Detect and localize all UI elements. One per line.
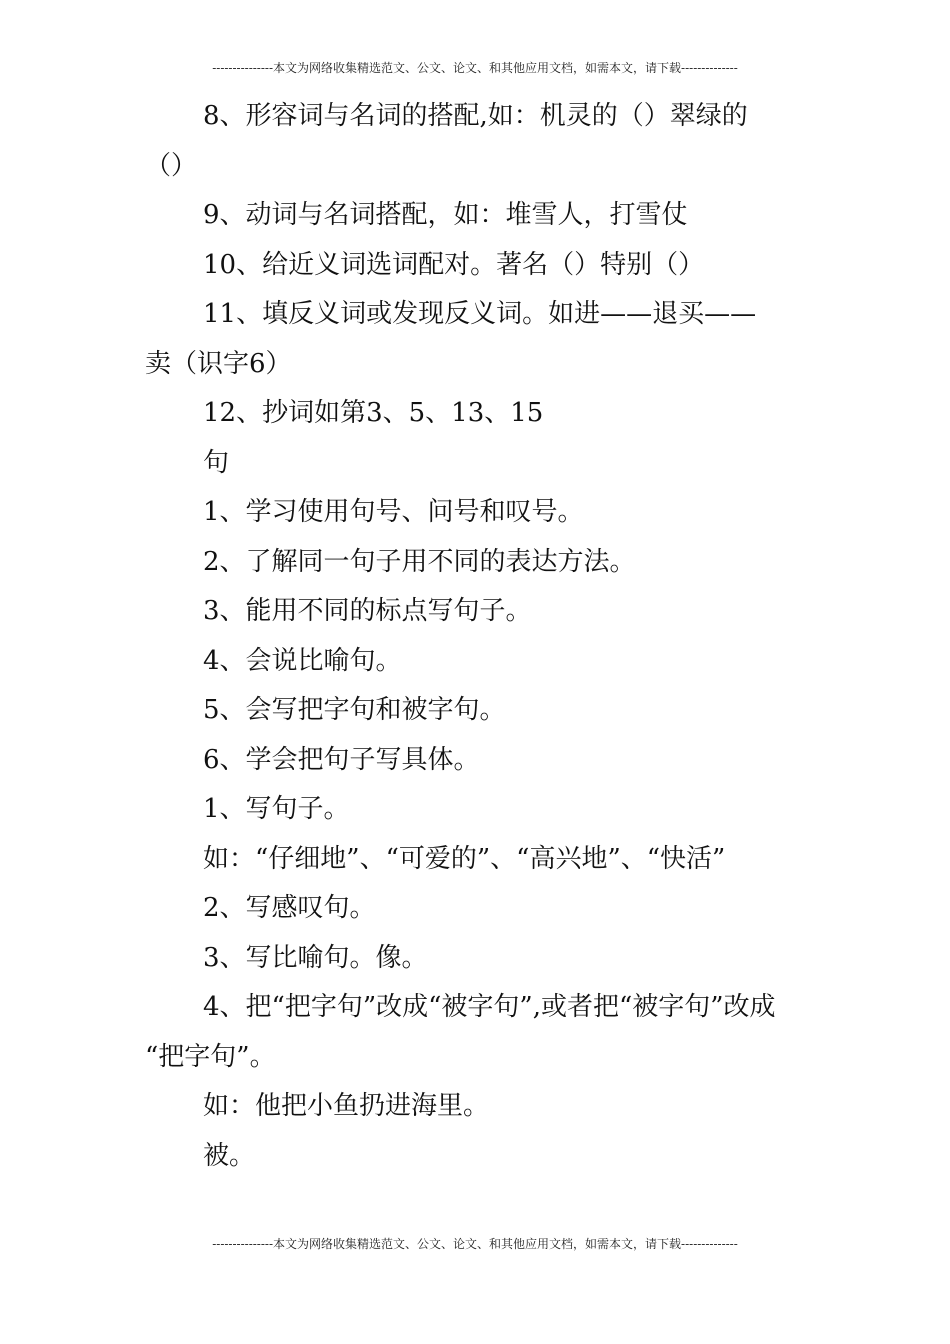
footer-banner: ---------------本文为网络收集精选范文、公文、论文、和其他应用文档，如需本文，请下载-------------- bbox=[212, 1237, 738, 1251]
body-line: 3、写比喻句。像。 bbox=[203, 942, 428, 973]
body-line: 4、把“把字句”改成“被字句”,或者把“被字句”改成 bbox=[203, 992, 776, 1022]
body-line: 12、抄词如第3、5、13、15 bbox=[203, 398, 544, 428]
body-line: 11、填反义词或发现反义词。如进——退买—— bbox=[203, 299, 757, 329]
body-line: 8、形容词与名词的搭配,如：机灵的（）翠绿的 bbox=[203, 101, 748, 131]
body-line: 2、写感叹句。 bbox=[203, 893, 376, 923]
body-line: 2、了解同一句子用不同的表达方法。 bbox=[203, 546, 636, 577]
body-line: 被。 bbox=[203, 1140, 256, 1171]
document-body bbox=[145, 92, 815, 1181]
section-heading: 句 bbox=[203, 447, 230, 478]
body-line: 1、写句子。 bbox=[203, 794, 350, 824]
body-line: 如：他把小鱼扔进海里。 bbox=[203, 1091, 490, 1121]
body-line: 6、学会把句子写具体。 bbox=[203, 744, 480, 775]
body-line-continuation: 卖（识字6） bbox=[145, 348, 292, 379]
body-line: 1、学习使用句号、问号和叹号。 bbox=[203, 497, 584, 527]
body-line-continuation: （） bbox=[145, 150, 198, 181]
body-line-continuation: “把字句”。 bbox=[145, 1041, 276, 1072]
body-line: 4、会说比喻句。 bbox=[203, 645, 402, 676]
body-line: 如：“仔细地”、“可爱的”、“高兴地”、“快活” bbox=[203, 843, 726, 874]
body-line: 5、会写把字句和被字句。 bbox=[203, 695, 506, 725]
body-line: 9、动词与名词搭配，如：堆雪人，打雪仗 bbox=[203, 200, 688, 230]
body-line: 10、给近义词选词配对。著名（）特别（） bbox=[203, 249, 705, 280]
header-banner: ---------------本文为网络收集精选范文、公文、论文、和其他应用文档，如需本文，请下载-------------- bbox=[212, 61, 738, 75]
body-line: 3、能用不同的标点写句子。 bbox=[203, 596, 532, 626]
